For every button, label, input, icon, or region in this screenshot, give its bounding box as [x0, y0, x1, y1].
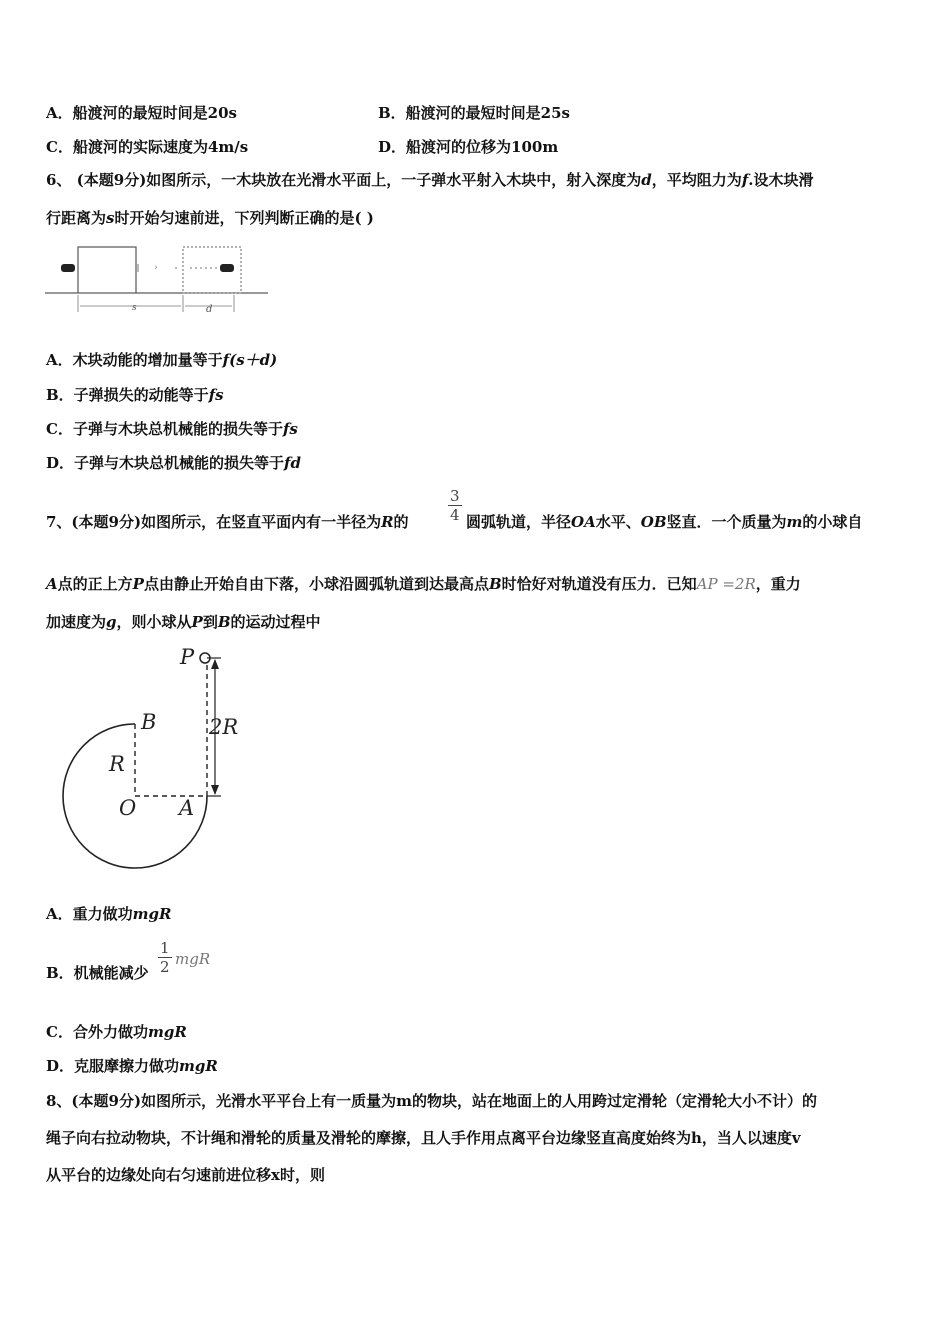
q7-option-a: A．重力做功mgR — [46, 905, 172, 923]
q6-option-a: A．木块动能的增加量等于f(s＋d) — [46, 351, 278, 369]
q6-option-c: C．子弹与木块总机械能的损失等于fs — [46, 420, 298, 438]
q5-option-c: C．船渡河的实际速度为4m/s — [46, 138, 249, 156]
label-s: s — [132, 303, 137, 313]
q5-option-b: B．船渡河的最短时间是25s — [378, 104, 570, 122]
q5-option-a: A．船渡河的最短时间是20s — [46, 104, 237, 122]
label-o: O — [119, 796, 137, 820]
q7-fraction-3-4: $\frac{3}{4}$ — [450, 487, 460, 524]
bullet-initial — [61, 264, 75, 272]
q7-option-b-expr: mgR — [175, 950, 211, 968]
label-p: P — [180, 645, 195, 669]
bullet-final — [220, 264, 234, 272]
q5-option-d: D．船渡河的位移为100m — [378, 138, 559, 156]
q7-option-b: B．机械能减少 — [46, 964, 149, 982]
q6-stem-line2: 行距离为s时开始匀速前进，下列判断正确的是( ) — [46, 209, 374, 227]
q7-stem-line3: 加速度为g，则小球从P到B的运动过程中 — [46, 613, 321, 631]
q7-option-c: C．合外力做功mgR — [46, 1023, 187, 1041]
q7-stem-line1: 7、(本题9分)如图所示，在竖直平面内有一半径为R的 — [46, 513, 409, 531]
arrow-down-icon — [211, 785, 219, 795]
q7-figure — [55, 640, 255, 875]
label-r: R — [109, 752, 125, 776]
q6-figure — [40, 240, 272, 320]
q7-option-d: D．克服摩擦力做功mgR — [46, 1057, 218, 1075]
block-initial — [78, 247, 136, 293]
q7-option-b-fraction: $\frac{1}{2}$ — [160, 939, 170, 976]
q7-stem-line2: A点的正上方P点由静止开始自由下落，小球沿圆弧轨道到达最高点B时恰好对轨道没有压力．已知AP =2R，重力 — [46, 575, 801, 593]
label-a: A — [179, 796, 195, 820]
svg-text:›: › — [154, 263, 158, 273]
label-2r: 2R — [209, 715, 239, 739]
q6-stem-line1: 6、 (本题9分)如图所示，一木块放在光滑水平面上，一子弹水平射入木块中，射入深度为d，平均阻力为f.设木块滑 — [46, 171, 814, 189]
q8-stem-line3: 从平台的边缘处向右匀速前进位移x时，则 — [46, 1166, 325, 1184]
label-b: B — [141, 710, 157, 734]
q7-stem-line1-cont: 圆弧轨道，半径OA水平、OB竖直．一个质量为m的小球自 — [466, 513, 863, 531]
q6-option-d: D．子弹与木块总机械能的损失等于fd — [46, 454, 301, 472]
label-d: d — [206, 304, 213, 315]
q8-stem-line2: 绳子向右拉动物块，不计绳和滑轮的质量及滑轮的摩擦，且人手作用点离平台边缘竖直高度始终为h，当人以速度v — [46, 1129, 801, 1147]
arrow-up-icon — [211, 659, 219, 669]
q8-stem-line1: 8、(本题9分)如图所示，光滑水平平台上有一质量为m的物块，站在地面上的人用跨过定滑轮（定滑轮大小不计）的 — [46, 1092, 817, 1110]
q6-option-b: B．子弹损失的动能等于fs — [46, 386, 224, 404]
